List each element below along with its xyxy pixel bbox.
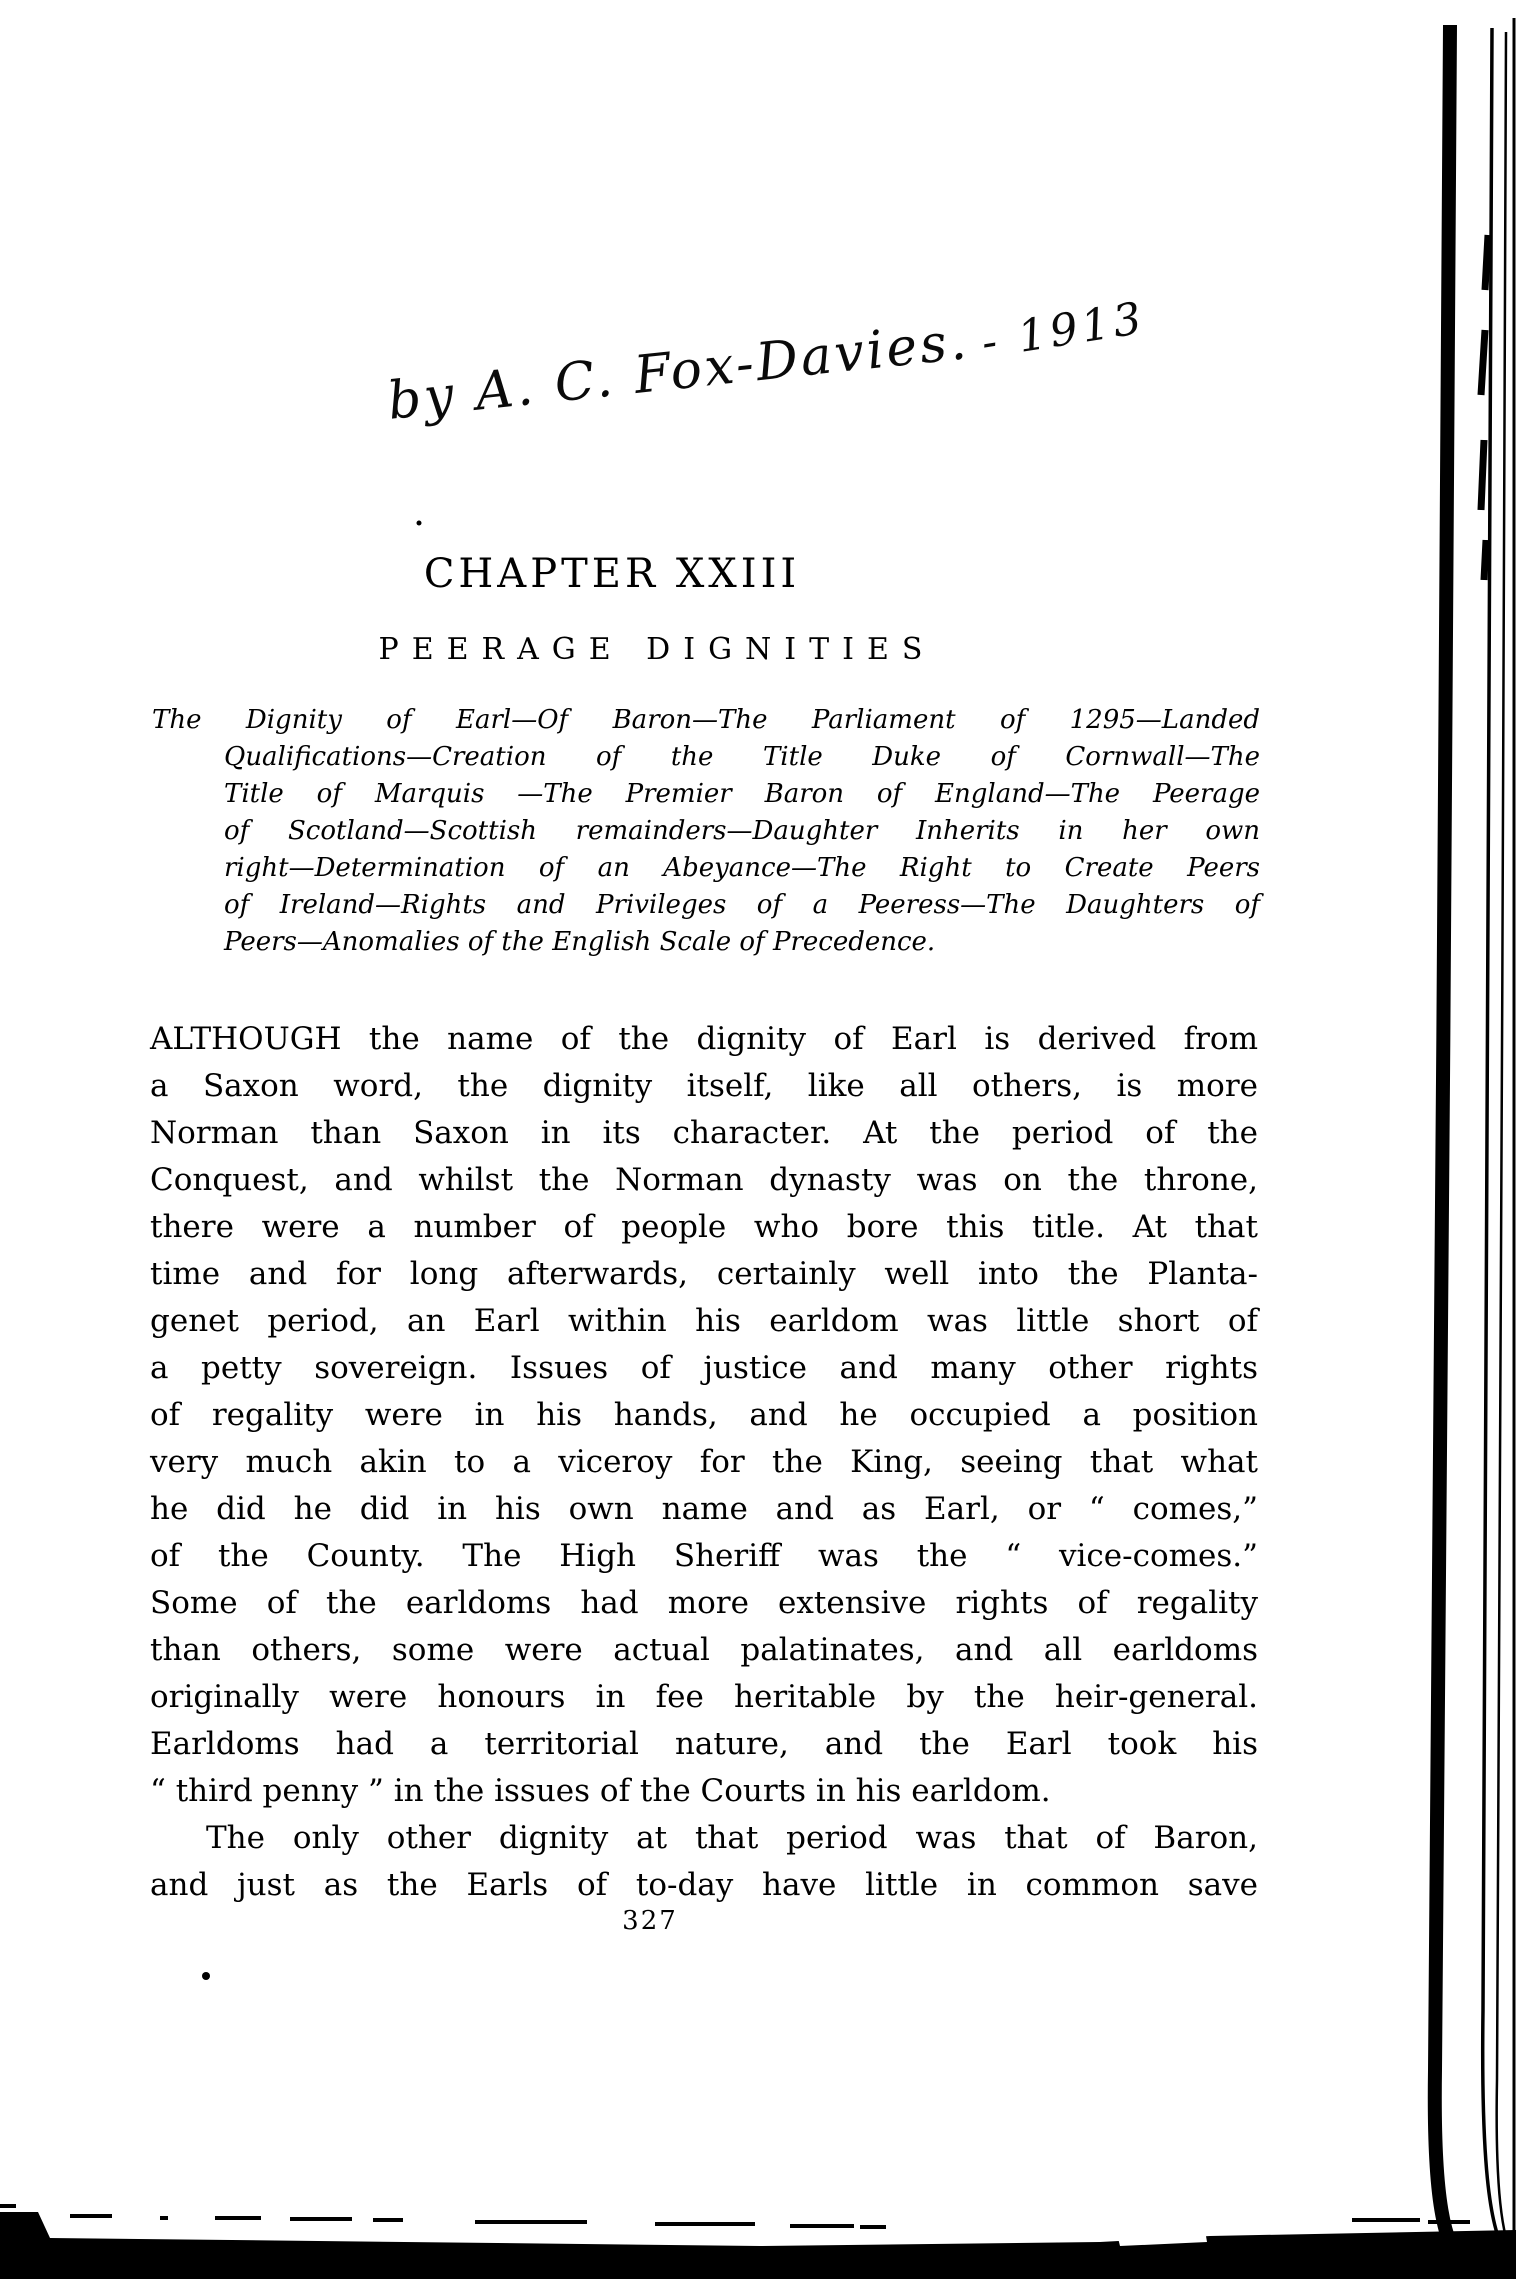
chapter-title: CHAPTER XXIII bbox=[423, 551, 801, 597]
summary-line: The Dignity of Earl—Of Baron—The Parliament of 1295—Landed bbox=[152, 705, 1260, 735]
summary-line: Qualifications—Creation of the Title Duke of Cornwall—The bbox=[224, 742, 1260, 772]
body-line: than others, some were actual palatinates, and all earldoms bbox=[150, 1632, 1258, 1668]
section-title: PEERAGE DIGNITIES bbox=[378, 632, 936, 667]
summary-line: right—Determination of an Abeyance—The Right to Create Peers bbox=[224, 853, 1260, 883]
body-line: a petty sovereign. Issues of justice and many other rights bbox=[150, 1350, 1258, 1386]
body-text bbox=[150, 1016, 1258, 1909]
body-line: very much akin to a viceroy for the King, seeing that what bbox=[150, 1444, 1258, 1480]
body-line: genet period, an Earl within his earldom was little short of bbox=[150, 1303, 1258, 1339]
ink-speck bbox=[202, 1972, 210, 1980]
binding-shadow-bar bbox=[1435, 25, 1472, 2279]
chapter-summary bbox=[152, 702, 1260, 961]
body-line: a Saxon word, the dignity itself, like all others, is more bbox=[150, 1068, 1258, 1104]
bottom-scan-band bbox=[0, 2212, 1516, 2279]
summary-line: of Scotland—Scottish remainders—Daughter Inherits in her own bbox=[224, 816, 1260, 846]
summary-line: Peers—Anomalies of the English Scale of Precedence. bbox=[224, 927, 936, 957]
body-line: time and for long afterwards, certainly well into the Planta- bbox=[150, 1256, 1258, 1292]
ink-speck bbox=[417, 521, 422, 526]
body-line-paragraph-start: The only other dignity at that period was that of Baron, bbox=[206, 1820, 1258, 1856]
body-line: Norman than Saxon in its character. At the period of the bbox=[150, 1115, 1258, 1151]
bottom-dash-artifacts bbox=[0, 2206, 1470, 2227]
summary-line: Title of Marquis —The Premier Baron of England—The Peerage bbox=[224, 779, 1260, 809]
summary-line: of Ireland—Rights and Privileges of a Peeress—The Daughters of bbox=[224, 890, 1260, 920]
page-edge-line bbox=[1497, 32, 1514, 2260]
body-line: of regality were in his hands, and he occupied a position bbox=[150, 1397, 1258, 1433]
body-line: Earldoms had a territorial nature, and the Earl took his bbox=[150, 1726, 1258, 1762]
edge-rough-marks bbox=[1481, 235, 1488, 580]
page-number: 327 bbox=[622, 1906, 678, 1936]
body-line: there were a number of people who bore this title. At that bbox=[150, 1209, 1258, 1245]
body-line: and just as the Earls of to-day have little in common save bbox=[150, 1867, 1258, 1903]
body-line: he did he did in his own name and as Earl, or “ comes,” bbox=[150, 1491, 1258, 1527]
body-line: Conquest, and whilst the Norman dynasty was on the throne, bbox=[150, 1162, 1258, 1198]
page-edge-line bbox=[1483, 28, 1506, 2254]
body-line: of the County. The High Sheriff was the “ vice-comes.” bbox=[150, 1538, 1258, 1574]
handwritten-date-inscription: - 1913 bbox=[978, 292, 1149, 369]
body-line: ALTHOUGH the name of the dignity of Earl is derived from bbox=[150, 1021, 1258, 1057]
bottom-band-white-streak bbox=[1117, 2230, 1207, 2246]
body-line: originally were honours in fee heritable by the heir-general. bbox=[150, 1679, 1258, 1715]
body-line: Some of the earldoms had more extensive rights of regality bbox=[150, 1585, 1258, 1621]
handwritten-author-inscription: by A. C. Fox-Davies. bbox=[384, 311, 972, 432]
body-line: “ third penny ” in the issues of the Courts in his earldom. bbox=[150, 1773, 1051, 1809]
